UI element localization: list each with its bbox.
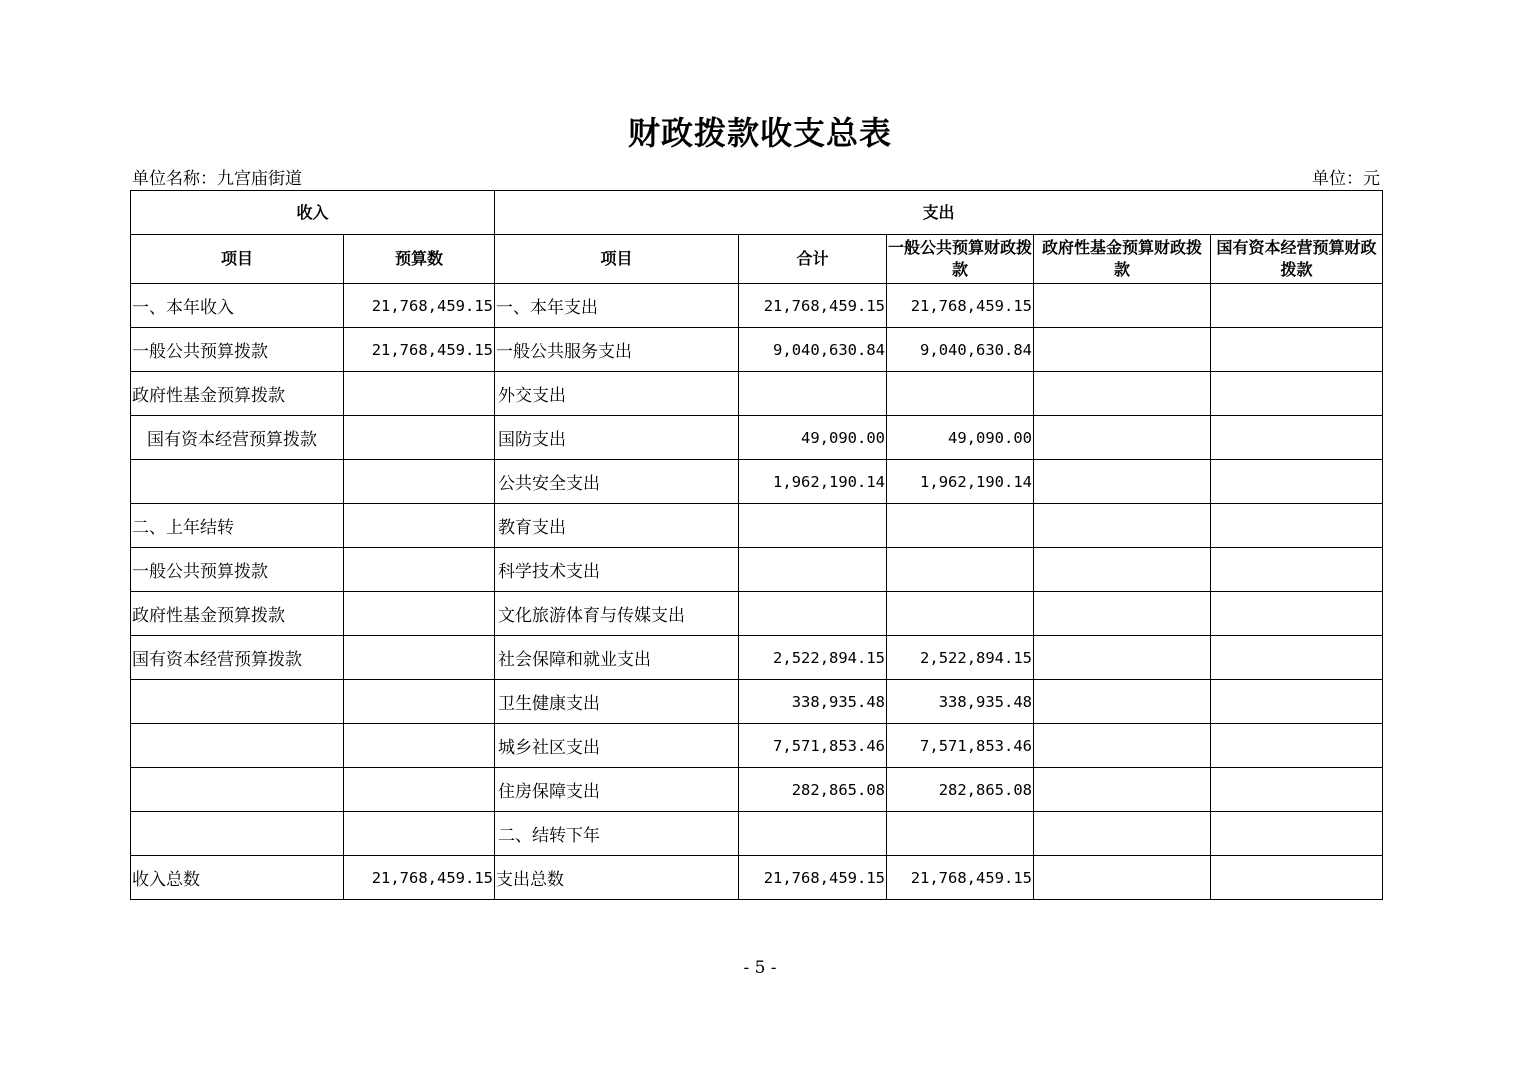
expense-group-header: 支出 [495, 191, 1383, 235]
income-item-cell: 政府性基金预算拨款 [131, 592, 344, 636]
expense-total-cell: 7,571,853.46 [739, 724, 887, 768]
expense-state-capital-cell [1211, 636, 1383, 680]
income-budget-cell [344, 636, 495, 680]
income-item-cell [131, 680, 344, 724]
expense-total-cell: 49,090.00 [739, 416, 887, 460]
income-budget-header: 预算数 [344, 235, 495, 284]
expense-gov-fund-cell [1034, 856, 1211, 900]
expense-general-cell: 21,768,459.15 [887, 284, 1034, 328]
expense-item-cell: 城乡社区支出 [495, 724, 739, 768]
table-row [131, 548, 1383, 592]
expense-gov-fund-cell [1034, 504, 1211, 548]
income-budget-cell [344, 504, 495, 548]
expense-total-cell: 2,522,894.15 [739, 636, 887, 680]
table-row [131, 416, 1383, 460]
unit-label: 单位：元 [1312, 169, 1380, 189]
expense-general-cell: 1,962,190.14 [887, 460, 1034, 504]
income-item-cell: 二、上年结转 [131, 504, 344, 548]
expense-state-capital-cell [1211, 548, 1383, 592]
income-item-cell: 政府性基金预算拨款 [131, 372, 344, 416]
table-body [131, 284, 1383, 900]
income-budget-cell: 21,768,459.15 [344, 856, 495, 900]
expense-total-cell [739, 372, 887, 416]
expense-item-cell: 文化旅游体育与传媒支出 [495, 592, 739, 636]
expense-total-cell [739, 812, 887, 856]
expense-state-capital-cell [1211, 504, 1383, 548]
column-header-row [131, 235, 1383, 284]
table-row [131, 768, 1383, 812]
income-item-cell [131, 724, 344, 768]
expense-item-cell: 国防支出 [495, 416, 739, 460]
group-header-row [131, 191, 1383, 235]
expense-total-cell: 282,865.08 [739, 768, 887, 812]
expense-total-cell: 21,768,459.15 [739, 284, 887, 328]
expense-gov-fund-header: 政府性基金预算财政拨款 [1034, 235, 1211, 284]
budget-table [130, 190, 1383, 900]
income-budget-cell [344, 812, 495, 856]
expense-general-cell [887, 504, 1034, 548]
table-row [131, 812, 1383, 856]
expense-state-capital-cell [1211, 460, 1383, 504]
expense-gov-fund-cell [1034, 812, 1211, 856]
income-budget-cell [344, 416, 495, 460]
table-row [131, 372, 1383, 416]
expense-general-cell: 338,935.48 [887, 680, 1034, 724]
table-row [131, 636, 1383, 680]
expense-general-cell: 21,768,459.15 [887, 856, 1034, 900]
income-budget-cell [344, 460, 495, 504]
income-budget-cell: 21,768,459.15 [344, 328, 495, 372]
income-item-cell: 一般公共预算拨款 [131, 548, 344, 592]
table-row [131, 460, 1383, 504]
expense-gov-fund-cell [1034, 768, 1211, 812]
expense-general-cell [887, 592, 1034, 636]
expense-item-header: 项目 [495, 235, 739, 284]
expense-state-capital-cell [1211, 812, 1383, 856]
table-row [131, 328, 1383, 372]
expense-total-cell [739, 504, 887, 548]
expense-gov-fund-cell [1034, 724, 1211, 768]
expense-gov-fund-cell [1034, 416, 1211, 460]
income-item-cell [131, 460, 344, 504]
expense-total-cell: 9,040,630.84 [739, 328, 887, 372]
table-row [131, 504, 1383, 548]
expense-item-cell: 一般公共服务支出 [495, 328, 739, 372]
table-row [131, 724, 1383, 768]
expense-general-cell: 7,571,853.46 [887, 724, 1034, 768]
expense-state-capital-cell [1211, 680, 1383, 724]
expense-general-cell [887, 372, 1034, 416]
expense-gov-fund-cell [1034, 548, 1211, 592]
expense-item-cell: 社会保障和就业支出 [495, 636, 739, 680]
expense-state-capital-cell [1211, 284, 1383, 328]
expense-general-header: 一般公共预算财政拨款 [887, 235, 1034, 284]
expense-item-cell: 二、结转下年 [495, 812, 739, 856]
expense-general-cell [887, 548, 1034, 592]
income-budget-cell: 21,768,459.15 [344, 284, 495, 328]
table-row [131, 680, 1383, 724]
expense-gov-fund-cell [1034, 284, 1211, 328]
expense-state-capital-cell [1211, 768, 1383, 812]
expense-total-cell: 1,962,190.14 [739, 460, 887, 504]
expense-total-cell [739, 548, 887, 592]
income-item-cell [131, 768, 344, 812]
expense-total-cell: 21,768,459.15 [739, 856, 887, 900]
expense-total-cell: 338,935.48 [739, 680, 887, 724]
income-item-cell: 国有资本经营预算拨款 [131, 636, 344, 680]
expense-state-capital-cell [1211, 328, 1383, 372]
expense-gov-fund-cell [1034, 372, 1211, 416]
expense-general-cell: 9,040,630.84 [887, 328, 1034, 372]
expense-item-cell: 一、本年支出 [495, 284, 739, 328]
income-item-cell: 国有资本经营预算拨款 [131, 416, 344, 460]
income-item-cell: 一般公共预算拨款 [131, 328, 344, 372]
income-budget-cell [344, 680, 495, 724]
expense-general-cell: 282,865.08 [887, 768, 1034, 812]
expense-gov-fund-cell [1034, 636, 1211, 680]
income-budget-cell [344, 372, 495, 416]
page-title: 财政拨款收支总表 [627, 114, 892, 152]
expense-item-cell: 卫生健康支出 [495, 680, 739, 724]
expense-gov-fund-cell [1034, 592, 1211, 636]
income-item-header: 项目 [131, 235, 344, 284]
expense-general-cell [887, 812, 1034, 856]
unit-name-label: 单位名称：九宫庙街道 [132, 169, 302, 189]
expense-item-cell: 住房保障支出 [495, 768, 739, 812]
expense-item-cell: 支出总数 [495, 856, 739, 900]
expense-state-capital-cell [1211, 416, 1383, 460]
expense-item-cell: 科学技术支出 [495, 548, 739, 592]
expense-item-cell: 公共安全支出 [495, 460, 739, 504]
expense-state-capital-header: 国有资本经营预算财政拨款 [1211, 235, 1383, 284]
expense-state-capital-cell [1211, 372, 1383, 416]
expense-state-capital-cell [1211, 724, 1383, 768]
expense-state-capital-cell [1211, 592, 1383, 636]
expense-total-header: 合计 [739, 235, 887, 284]
page-number: - 5 - [743, 958, 777, 978]
expense-gov-fund-cell [1034, 328, 1211, 372]
expense-general-cell: 2,522,894.15 [887, 636, 1034, 680]
income-group-header: 收入 [131, 191, 495, 235]
expense-gov-fund-cell [1034, 680, 1211, 724]
table-row [131, 284, 1383, 328]
income-item-cell: 收入总数 [131, 856, 344, 900]
expense-state-capital-cell [1211, 856, 1383, 900]
income-budget-cell [344, 724, 495, 768]
table-row [131, 592, 1383, 636]
income-item-cell [131, 812, 344, 856]
expense-general-cell: 49,090.00 [887, 416, 1034, 460]
income-item-cell: 一、本年收入 [131, 284, 344, 328]
income-budget-cell [344, 592, 495, 636]
income-budget-cell [344, 768, 495, 812]
income-budget-cell [344, 548, 495, 592]
expense-item-cell: 外交支出 [495, 372, 739, 416]
expense-gov-fund-cell [1034, 460, 1211, 504]
expense-total-cell [739, 592, 887, 636]
expense-item-cell: 教育支出 [495, 504, 739, 548]
table-row-totals [131, 856, 1383, 900]
